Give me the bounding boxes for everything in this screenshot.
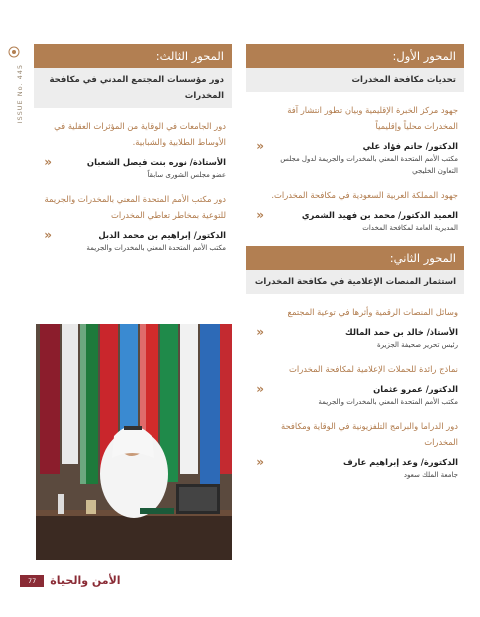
chevrons-left-icon: «	[256, 382, 264, 396]
topic-title: دور مكتب الأمم المتحدة المعني بالمخدرات والجريمة للتوعية بمخاطر تعاطي المخدرات	[44, 194, 226, 220]
speaker	[246, 209, 464, 234]
axis1-subtitle: تحديات مكافحة المخدرات	[246, 68, 464, 92]
speaker-name: العميد الدكتور/ محمد بن فهيد الشمري	[301, 210, 458, 220]
left-column	[34, 44, 232, 254]
chevrons-left-icon: «	[256, 139, 264, 153]
speaker	[34, 156, 232, 181]
axis3-subtitle: دور مؤسسات المجتمع المدني في مكافحة المخدرات	[34, 68, 232, 108]
speaker-role: عضو مجلس الشورى سابقاً	[147, 171, 226, 179]
meeting-photo-illustration	[36, 324, 232, 560]
topic-title: جهود مركز الخبرة الإقليمية وبيان تطور انتشار آفة المخدرات محلياً وإقليمياً	[287, 105, 458, 131]
emblem-icon	[8, 46, 20, 58]
axis1-topic	[246, 102, 464, 177]
right-column	[246, 44, 464, 481]
speaker-name: الدكتور/ عمرو عثمان	[373, 384, 458, 394]
speaker	[34, 229, 232, 254]
speaker-name: الأستاذة/ نوره بنت فيصل الشعبان	[86, 157, 226, 167]
topic-title: جهود المملكة العربية السعودية في مكافحة المخدرات.	[271, 190, 458, 200]
chevrons-left-icon: «	[256, 455, 264, 469]
topic-title: دور الدراما والبرامج التلفزيونية في الوقاية ومكافحة المخدرات	[281, 421, 458, 447]
axis1-topic	[246, 187, 464, 234]
brand-logo: الأمن والحياة	[50, 574, 121, 587]
issue-marker	[4, 46, 24, 166]
chevrons-left-icon: «	[44, 228, 52, 242]
speaker-role: مكتب الأمم المتحدة المعني بالمخدرات والجريمة	[86, 244, 226, 252]
speaker-name: الدكتورة/ وعد إبراهيم عارف	[342, 457, 458, 467]
axis2-topic	[246, 361, 464, 408]
chevrons-left-icon: «	[256, 208, 264, 222]
chevrons-left-icon: «	[256, 325, 264, 339]
axis2-topic	[246, 304, 464, 351]
issue-label: ISSUE No. 445	[16, 64, 24, 124]
speaker-name: الأستاذ/ خالد بن حمد المالك	[345, 327, 458, 337]
speaker	[246, 326, 464, 351]
meeting-photo	[36, 324, 232, 560]
topic-title: دور الجامعات في الوقاية من المؤثرات العقلية في الأوساط الطلابية والشبابية.	[54, 121, 226, 147]
speaker	[246, 383, 464, 408]
axis2-subtitle: استثمار المنصات الإعلامية في مكافحة المخدرات	[246, 270, 464, 294]
chevrons-left-icon: «	[44, 155, 52, 169]
axis2-topic	[246, 418, 464, 481]
speaker	[246, 140, 464, 177]
axis1-title: المحور الأول:	[246, 44, 464, 68]
speaker-name: الدكتور/ حاتم فؤاد علي	[362, 141, 458, 151]
speaker-role: المديرية العامة لمكافحة المخدات	[362, 224, 458, 232]
page-number: 77	[20, 575, 44, 587]
speaker-role: مكتب الأمم المتحدة المعني بالمخدرات والجريمة	[318, 398, 458, 406]
topic-title: نماذج رائدة للحملات الإعلامية لمكافحة المخدرات	[289, 364, 458, 374]
speaker-role: رئيس تحرير صحيفة الجزيرة	[377, 341, 458, 349]
speaker-role: مكتب الأمم المتحدة المعني بالمخدرات والجريمة لدول مجلس التعاون الخليجي	[280, 155, 458, 175]
speaker-name: الدكتور/ إبراهيم بن محمد الدبل	[98, 230, 226, 240]
speaker-role: جامعة الملك سعود	[403, 471, 458, 479]
axis3-title: المحور الثالث:	[34, 44, 232, 68]
footer	[20, 574, 121, 587]
topic-title: وسائل المنصات الرقمية وأثرها في توعية المجتمع	[287, 307, 458, 317]
speaker	[246, 456, 464, 481]
axis2-title: المحور الثاني:	[246, 246, 464, 270]
axis3-topic	[34, 191, 232, 254]
axis3-topic	[34, 118, 232, 181]
